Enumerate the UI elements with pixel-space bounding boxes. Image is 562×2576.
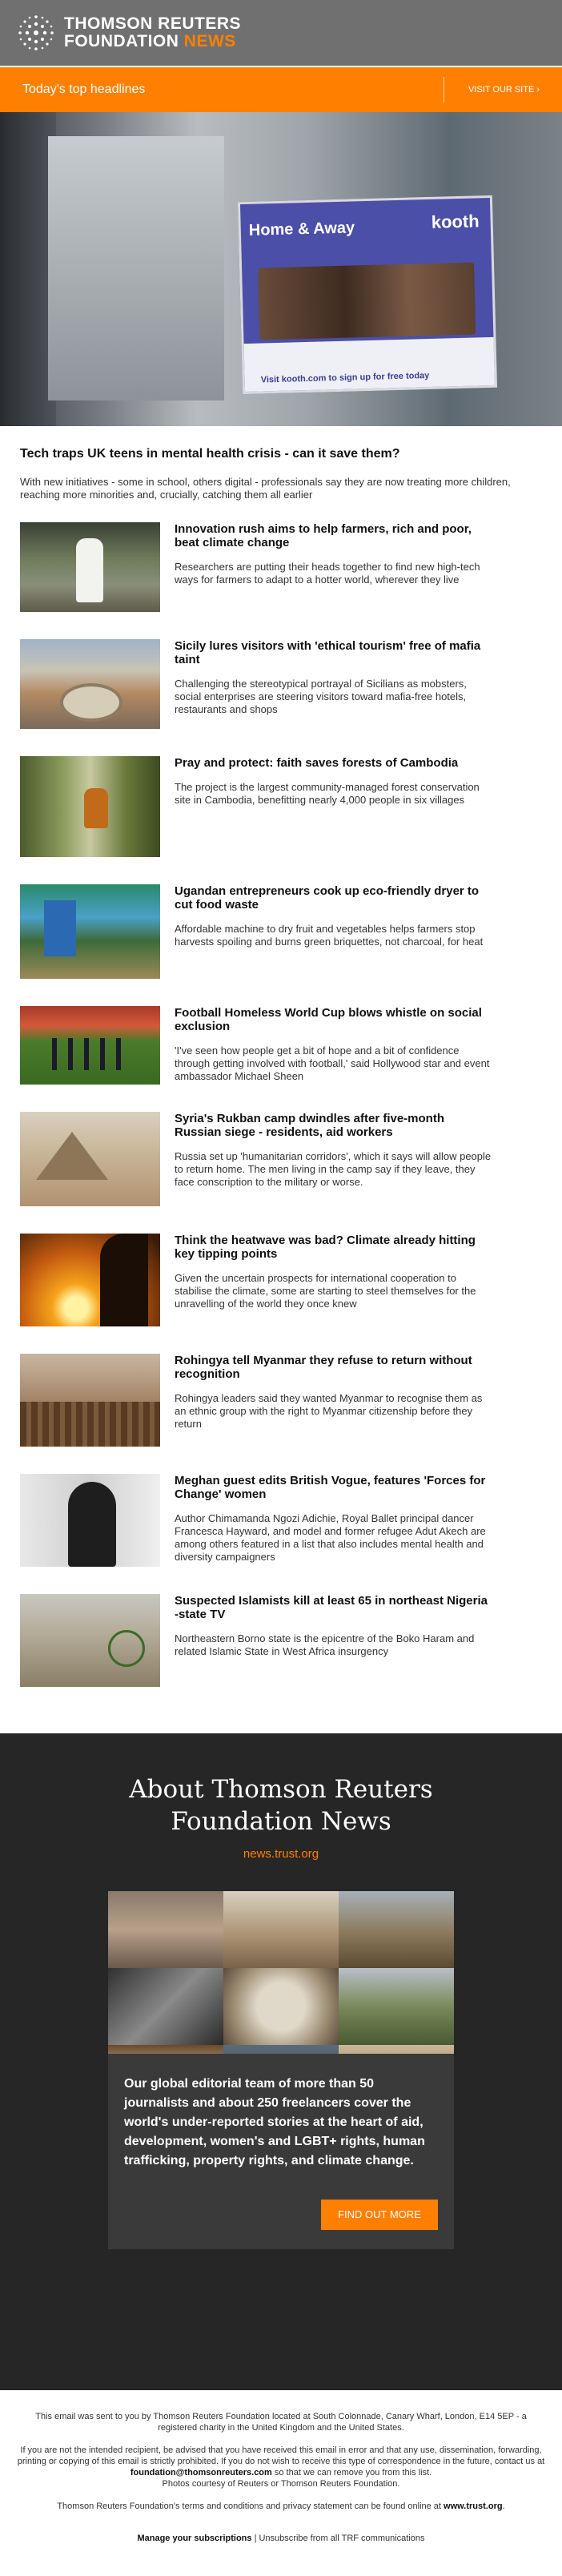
email-footer: [0, 2390, 562, 2576]
article-item: [20, 1594, 542, 1687]
mosaic-tile: [339, 1968, 454, 2045]
footer-terms-pre: Thomson Reuters Foundation's terms and conditions and privacy statement can be found online at: [57, 2502, 441, 2511]
find-out-more-button[interactable]: FIND OUT MORE: [321, 2200, 438, 2230]
article-thumbnail-farmers[interactable]: [20, 522, 160, 612]
footer-disclaimer-pre: If you are not the intended recipient, be advised that you have received this email in error and that any use, dissemination, forwarding, printing or copying of this email is strictly prohibited. If you do not wish to receive this type of correspondence in the future, contact us at: [17, 2445, 545, 2466]
article-thumbnail-nigeria[interactable]: [20, 1594, 160, 1687]
thomson-reuters-logo-icon[interactable]: [16, 13, 56, 53]
unsubscribe-link[interactable]: Unsubscribe from all TRF communications: [259, 2534, 425, 2543]
thumb-monk: [84, 788, 108, 828]
footer-sent-notice: This email was sent to you by Thomson Reuters Foundation located at South Colonnade, Canary Wharf, London, E14 5EP - a registered charity in the United Kingdom and the United States.: [35, 2412, 527, 2433]
article-item: [20, 1354, 542, 1447]
article-thumbnail-uganda[interactable]: [20, 884, 160, 979]
about-title-line-1: About Thomson Reuters: [129, 1775, 433, 1804]
article-summary: 'I've seen how people get a bit of hope and a bit of confidence through getting involved with football,' said Hollywood star and event ambassador Michael Sheen: [175, 1044, 490, 1082]
footer-contact-email[interactable]: foundation@thomsonreuters.com: [130, 2468, 272, 2477]
mosaic-tile: [108, 1891, 223, 1968]
kooth-poster: [238, 195, 497, 394]
thumb-person: [68, 1482, 116, 1567]
article-item: [20, 639, 542, 729]
hero-image[interactable]: [0, 112, 562, 426]
article-list: [0, 509, 562, 1687]
hero-wall: [48, 136, 224, 400]
article-summary: The project is the largest community-managed forest conservation site in Cambodia, benefitting nearly 4,000 people in six villages: [175, 781, 480, 806]
email-header: [0, 0, 562, 66]
article-thumbnail-heatwave[interactable]: [20, 1234, 160, 1326]
brand-wordmark[interactable]: [64, 15, 241, 50]
about-title: [0, 1773, 562, 1837]
article-summary: Author Chimamanda Ngozi Adichie, Royal Ballet principal dancer Francesca Hayward, and model and former refugee Adut Akech are among others featured in a list that also includes mental health and diversity campaigners: [175, 1512, 486, 1563]
article-title[interactable]: Football Homeless World Cup blows whistle on social exclusion: [175, 1006, 482, 1033]
manage-subscriptions-link[interactable]: Manage your subscriptions: [137, 2534, 252, 2543]
poster-title: Home & Away: [248, 219, 355, 239]
article-title[interactable]: Think the heatwave was bad? Climate already hitting key tipping points: [175, 1234, 476, 1261]
article-item: [20, 884, 542, 979]
article-item: [20, 1112, 542, 1206]
thumb-cyclist: [108, 1630, 145, 1667]
thumb-plaza: [60, 683, 122, 722]
thumb-figure: [76, 538, 103, 602]
article-title[interactable]: Pray and protect: faith saves forests of Cambodia: [175, 756, 459, 770]
article-summary: Rohingya leaders said they wanted Myanmar to recognise them as an ethnic group with the right to Myanmar citizenship before they return: [175, 1392, 483, 1430]
article-thumbnail-rohingya[interactable]: [20, 1354, 160, 1447]
about-body: Our global editorial team of more than 50 journalists and about 250 freelancers cover the world's under-reported stories at the heart of aid, development, women's and LGBT+ rights, human trafficking, property rights, and climate change.: [124, 2077, 425, 2167]
article-title[interactable]: Sicily lures visitors with 'ethical tourism' free of mafia taint: [175, 639, 481, 666]
brand-news: NEWS: [183, 32, 236, 50]
article-summary: Affordable machine to dry fruit and vegetables helps farmers stop harvests spoiling and burns green briquettes, not charcoal, for heat: [175, 923, 484, 948]
poster-footer-text: Visit kooth.com to sign up for free today: [260, 371, 430, 385]
footer-disclaimer: [16, 2445, 546, 2489]
thumb-dryer: [44, 900, 76, 956]
footer-disclaimer-post: so that we can remove you from this list.: [274, 2468, 432, 2477]
thumb-players: [52, 1038, 124, 1070]
visit-site-link[interactable]: VISIT OUR SITE ›: [444, 77, 540, 103]
mosaic-tile: [223, 1891, 339, 1968]
about-title-line-2: Foundation News: [171, 1807, 391, 1836]
article-summary: Given the uncertain prospects for international cooperation to stabilise the climate, some are starting to steel themselves for the unravelling of the world they once knew: [175, 1272, 476, 1310]
article-title[interactable]: Innovation rush aims to help farmers, rich and poor, beat climate change: [175, 522, 472, 549]
article-item: [20, 756, 542, 857]
todays-headlines-label: Today's top headlines: [22, 83, 146, 96]
article-item: [20, 1474, 542, 1567]
lead-story-title[interactable]: Tech traps UK teens in mental health crisis - can it save them?: [20, 447, 400, 461]
thumb-silhouette: [100, 1234, 148, 1326]
mosaic-tile: [339, 1891, 454, 1968]
article-thumbnail-sicily[interactable]: [20, 639, 160, 729]
article-title[interactable]: Meghan guest edits British Vogue, features 'Forces for Change' women: [175, 1474, 486, 1501]
article-thumbnail-cambodia[interactable]: [20, 756, 160, 857]
article-thumbnail-football[interactable]: [20, 1006, 160, 1085]
article-summary: Researchers are putting their heads together to find new high-tech ways for farmers to adapt to a hotter world, wherever they live: [175, 561, 480, 586]
article-thumbnail-rukban[interactable]: [20, 1112, 160, 1206]
article-item: [20, 522, 542, 612]
about-card: [108, 2054, 454, 2249]
article-title[interactable]: Rohingya tell Myanmar they refuse to return without recognition: [175, 1354, 472, 1381]
about-site-link[interactable]: news.trust.org: [243, 1847, 319, 1861]
footer-links: [16, 2533, 546, 2544]
footer-photos-credit: Photos courtesy of Reuters or Thomson Reuters Foundation.: [162, 2479, 400, 2489]
thumb-camp: [20, 1402, 160, 1447]
poster-people: [258, 263, 476, 340]
article-title[interactable]: Suspected Islamists kill at least 65 in northeast Nigeria -state TV: [175, 1594, 488, 1621]
article-summary: Russia set up 'humanitarian corridors', which it says will allow people to return home. The men living in the camp say if they leave, they face conscription to the military or worse.: [175, 1150, 492, 1188]
article-summary: Northeastern Borno state is the epicentre of the Boko Haram and related Islamic State in West Africa insurgency: [175, 1632, 475, 1657]
poster-footer-band: [244, 337, 495, 392]
about-box: [108, 1891, 454, 2249]
footer-terms-link[interactable]: www.trust.org: [444, 2502, 503, 2511]
article-item: [20, 1234, 542, 1326]
article-title[interactable]: Ugandan entrepreneurs cook up eco-friendly dryer to cut food waste: [175, 884, 480, 912]
brand-line-2: FOUNDATION: [64, 32, 179, 50]
mosaic-tile: [223, 1968, 339, 2045]
footer-separator: |: [254, 2534, 257, 2543]
article-item: [20, 1006, 542, 1085]
thumb-tent: [36, 1132, 108, 1180]
lead-story: [0, 426, 562, 509]
headline-bar: [0, 66, 562, 112]
article-title[interactable]: Syria's Rukban camp dwindles after five-month Russian siege - residents, aid workers: [175, 1112, 444, 1139]
about-section: [0, 1733, 562, 2390]
article-summary: Challenging the stereotypical portrayal of Sicilians as mobsters, social enterprises are steering visitors toward mafia-free hotels, restaurants and shops: [175, 678, 467, 715]
brand-line-1: THOMSON REUTERS: [64, 14, 242, 33]
poster-brand: kooth: [431, 211, 480, 232]
lead-story-summary: With new initiatives - some in school, others digital - professionals say they are now treating more children, reaching more minorities and, crucially, catching them all earlier: [20, 476, 511, 501]
footer-terms: Thomson Reuters Foundation's terms and conditions and privacy statement can be found online at www.trust.org.: [57, 2502, 505, 2511]
article-thumbnail-vogue[interactable]: [20, 1474, 160, 1567]
mosaic-tile: [108, 1968, 223, 2045]
